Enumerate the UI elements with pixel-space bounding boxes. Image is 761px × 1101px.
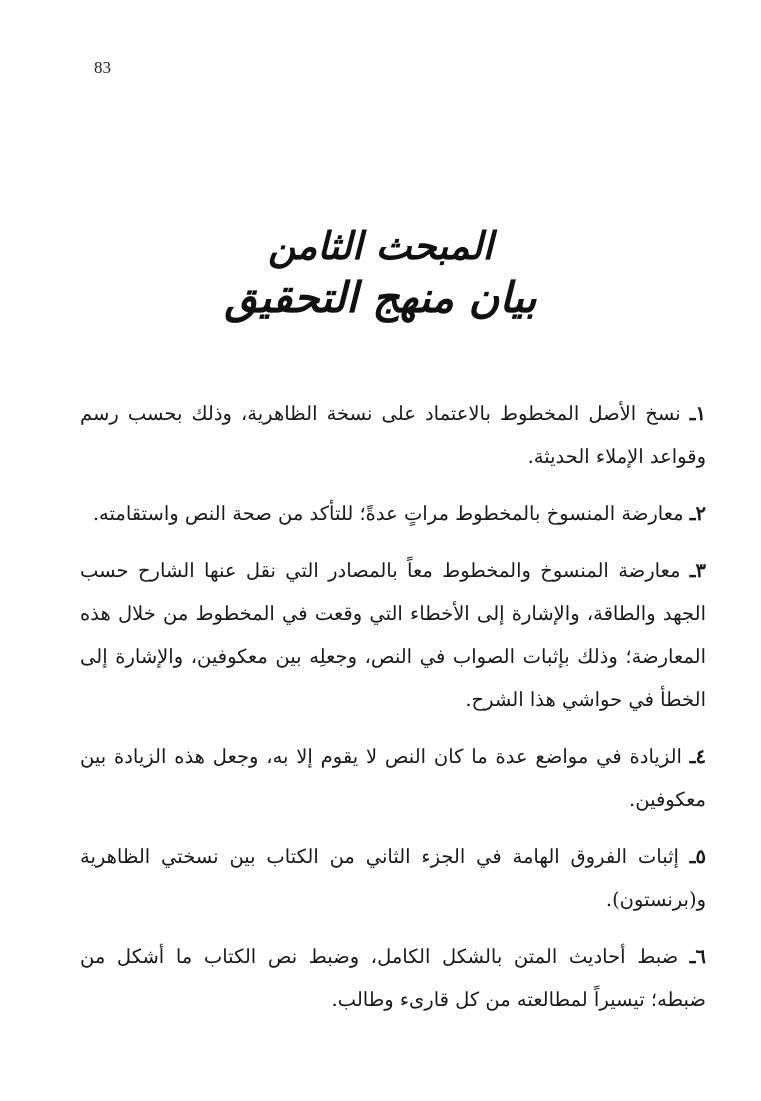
item-text: الزيادة في مواضع عدة ما كان النص لا يقوم إلا به، وجعل هذه الزيادة بين معكوفين. <box>80 745 706 811</box>
item-number: ٦ـ <box>689 945 706 968</box>
page-number: 83 <box>94 58 111 77</box>
item-number: ٥ـ <box>689 845 706 868</box>
item-number: ١ـ <box>689 402 706 425</box>
methodology-item <box>80 549 706 721</box>
item-text: إثبات الفروق الهامة في الجزء الثاني من الكتاب بين نسختي الظاهرية و(برنستون). <box>80 845 706 911</box>
chapter-heading <box>0 222 761 324</box>
item-number: ٢ـ <box>689 502 706 525</box>
item-text: ضبط أحاديث المتن بالشكل الكامل، وضبط نص الكتاب ما أشكل من ضبطه؛ تيسيراً لمطالعته من كل قارىء وطالب. <box>80 945 706 1011</box>
item-number: ٤ـ <box>689 745 706 768</box>
item-text: معارضة المنسوخ بالمخطوط مراتٍ عدةً؛ للتأكد من صحة النص واستقامته. <box>92 502 690 525</box>
methodology-item <box>80 492 706 535</box>
section-subtitle: بيان منهج التحقيق <box>224 272 537 322</box>
methodology-item <box>80 392 706 478</box>
methodology-list <box>80 392 706 1035</box>
item-text: معارضة المنسوخ والمخطوط معاً بالمصادر التي نقل عنها الشارح حسب الجهد والطاقة، والإشارة إلى الأخطاء التي وقعت في المخطوط من خلال هذه المعارضة؛ وذلك بإثبات الصواب في النص، وجعلِه بين معكوفين، والإشارة إلى الخطأ في حواشي هذا الشرح. <box>80 559 706 711</box>
methodology-item <box>80 935 706 1021</box>
section-title: المبحث الثامن <box>267 223 494 268</box>
methodology-item <box>80 835 706 921</box>
item-text: نسخ الأصل المخطوط بالاعتماد على نسخة الظاهرية، وذلك بحسب رسم وقواعد الإملاء الحديثة. <box>80 402 706 468</box>
methodology-item <box>80 735 706 821</box>
item-number: ٣ـ <box>689 559 706 582</box>
